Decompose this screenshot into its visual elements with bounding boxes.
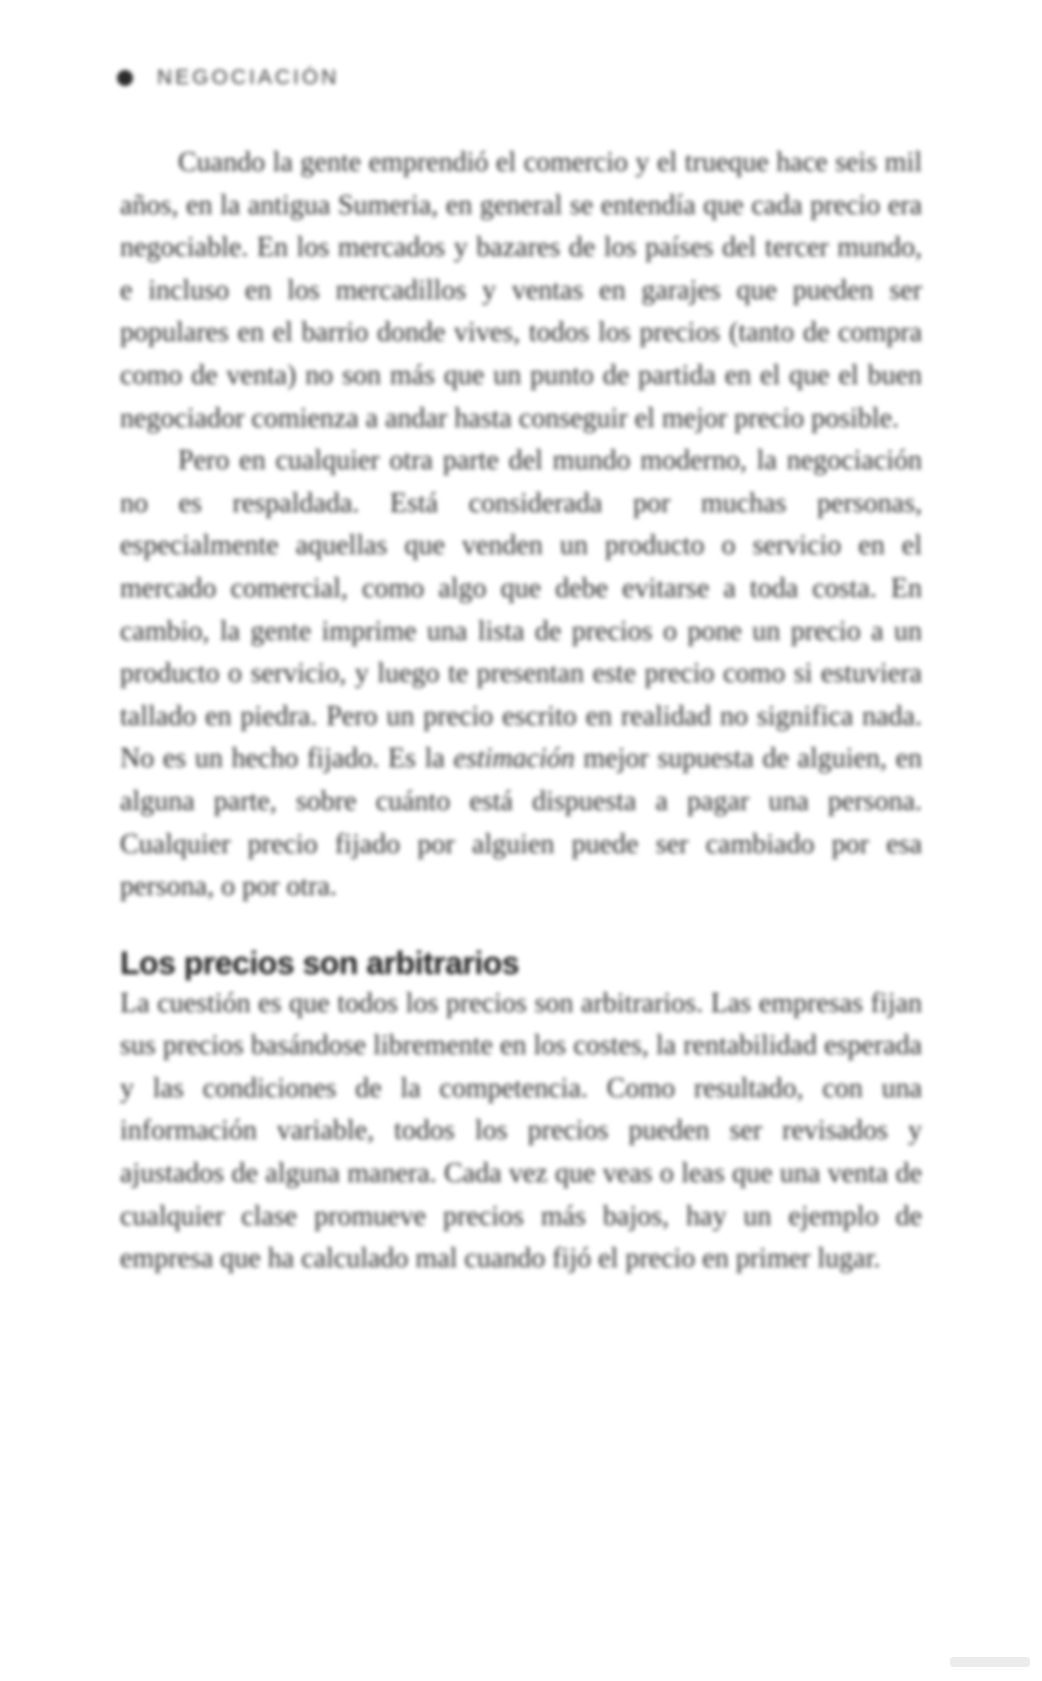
paragraph-3: La cuestión es que todos los precios son arbitrarios. Las empresas fijan sus precios basándose libremente en los costes, la rentabilidad esperada y las condiciones de la competencia. Como resultado, con una información variable, todos los precios pueden ser revisados y ajustados de alguna manera. Cada vez que veas o leas que una venta de cualquier clase promueve precios más bajos, hay un ejemplo de empresa que ha calculado mal cuando fijó el precio en primer lugar. xyxy=(120,987,922,1275)
body-text xyxy=(120,142,922,1281)
running-header xyxy=(117,66,339,90)
paragraph-1: Cuando la gente emprendió el comercio y el trueque hace seis mil años, en la antigua Sumeria, en general se entendía que cada precio era negociable. En los mercados y bazares de los países del tercer mundo, e incluso en los mercadillos y ventas en garajes que pueden ser populares en el barrio donde vives, todos los precios (tanto de compra como de venta) no son más que un punto de partida en el que el buen negociador comienza a andar hasta conseguir el mejor precio posible. xyxy=(120,147,922,434)
section-title: NEGOCIACIÓN xyxy=(157,66,340,89)
watermark-mark xyxy=(950,1657,1030,1667)
bullet-icon xyxy=(117,70,133,86)
paragraph-2-part-a: Pero en cualquier otra parte del mundo moderno, la negociación no es respaldada. Está considerada por muchas personas, especialmente aquellas que venden un producto o servicio en el mercado comercial, como algo que debe evitarse a toda costa. En cambio, la gente imprime una lista de precios o pone un precio a un producto o servicio, y luego te presentan este precio como si estuviera tallado en piedra. Pero un precio escrito en realidad no significa nada. No es un hecho fijado. Es la xyxy=(120,445,922,775)
paragraph-2-part-b: mejor supuesta de alguien, en alguna parte, sobre cuánto está dispuesta a pagar una persona. Cualquier precio fijado por alguien puede ser cambiado por esa persona, o por otra. xyxy=(120,743,923,903)
section-heading: Los precios son arbitrarios xyxy=(120,944,520,981)
emphasis-estimacion: estimación xyxy=(453,743,575,775)
paragraph-2 xyxy=(120,440,922,909)
